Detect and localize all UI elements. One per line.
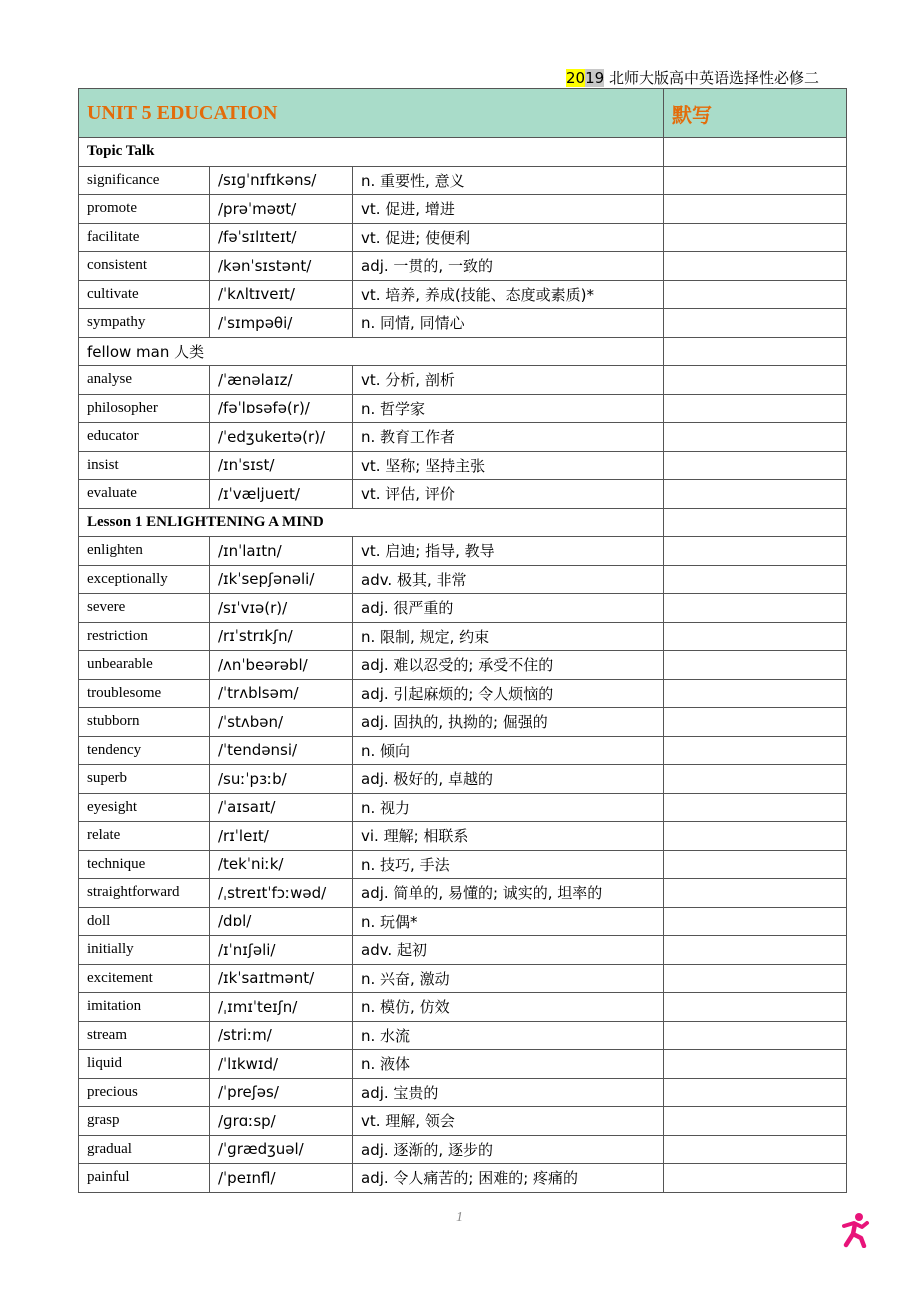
meaning-cell: n. 倾向 — [353, 736, 664, 765]
meaning-cell: n. 玩偶* — [353, 907, 664, 936]
word-cell: precious — [79, 1078, 210, 1107]
word-cell: excitement — [79, 964, 210, 993]
meaning-cell: adj. 很严重的 — [353, 594, 664, 623]
phonetic-cell: /ˌɪmɪˈteɪʃn/ — [210, 993, 353, 1022]
meaning-cell: vt. 培养, 养成(技能、态度或素质)* — [353, 280, 664, 309]
meaning-cell: n. 水流 — [353, 1021, 664, 1050]
phonetic-cell: /ˌstreɪtˈfɔːwəd/ — [210, 879, 353, 908]
phonetic-cell: /sɪɡˈnɪfɪkəns/ — [210, 166, 353, 195]
word-row — [79, 537, 847, 566]
meaning-cell: adj. 宝贵的 — [353, 1078, 664, 1107]
dictation-cell[interactable] — [664, 1050, 847, 1079]
word-cell: cultivate — [79, 280, 210, 309]
word-row — [79, 252, 847, 281]
dictation-cell[interactable] — [664, 907, 847, 936]
word-cell: straightforward — [79, 879, 210, 908]
meaning-cell: n. 视力 — [353, 793, 664, 822]
header-year-part-a: 20 — [566, 69, 586, 87]
meaning-cell: adv. 极其, 非常 — [353, 565, 664, 594]
header-title: 北师大版高中英语选择性必修二 — [604, 69, 819, 87]
dictation-cell[interactable] — [664, 423, 847, 452]
meaning-cell: adj. 难以忍受的; 承受不住的 — [353, 651, 664, 680]
word-row — [79, 1021, 847, 1050]
word-cell: insist — [79, 451, 210, 480]
word-row — [79, 1050, 847, 1079]
word-row — [79, 166, 847, 195]
word-row — [79, 736, 847, 765]
word-cell: philosopher — [79, 394, 210, 423]
phonetic-cell: /ˈpeɪnfl/ — [210, 1164, 353, 1193]
meaning-cell: n. 模仿, 仿效 — [353, 993, 664, 1022]
phonetic-cell: /striːm/ — [210, 1021, 353, 1050]
dictation-cell[interactable] — [664, 309, 847, 338]
word-row — [79, 879, 847, 908]
meaning-cell: adj. 一贯的, 一致的 — [353, 252, 664, 281]
dictation-cell[interactable] — [664, 708, 847, 737]
document-header — [566, 67, 819, 88]
phonetic-cell: /suːˈpɜːb/ — [210, 765, 353, 794]
word-cell: significance — [79, 166, 210, 195]
phonetic-cell: /fəˈsɪlɪteɪt/ — [210, 223, 353, 252]
word-cell: restriction — [79, 622, 210, 651]
section-row — [79, 508, 847, 537]
word-cell: enlighten — [79, 537, 210, 566]
phonetic-cell: /ɪˈnɪʃəli/ — [210, 936, 353, 965]
dictation-cell[interactable] — [664, 252, 847, 281]
word-cell: doll — [79, 907, 210, 936]
meaning-cell: vt. 启迪; 指导, 教导 — [353, 537, 664, 566]
meaning-cell: vt. 促进, 增进 — [353, 195, 664, 224]
phonetic-cell: /fəˈlɒsəfə(r)/ — [210, 394, 353, 423]
word-cell: troublesome — [79, 679, 210, 708]
unit-title: UNIT 5 EDUCATION — [87, 101, 278, 124]
meaning-cell: adj. 简单的, 易懂的; 诚实的, 坦率的 — [353, 879, 664, 908]
word-cell: superb — [79, 765, 210, 794]
meaning-cell: adj. 引起麻烦的; 令人烦恼的 — [353, 679, 664, 708]
dictation-cell[interactable] — [664, 337, 847, 366]
word-cell: liquid — [79, 1050, 210, 1079]
word-cell: stubborn — [79, 708, 210, 737]
word-cell: imitation — [79, 993, 210, 1022]
dictation-cell[interactable] — [664, 822, 847, 851]
unit-title-cell — [79, 89, 664, 138]
word-row — [79, 309, 847, 338]
header-year-part-b: 19 — [585, 69, 605, 87]
phonetic-cell: /ɪnˈlaɪtn/ — [210, 537, 353, 566]
word-row — [79, 195, 847, 224]
word-cell: evaluate — [79, 480, 210, 509]
meaning-cell: vt. 理解, 领会 — [353, 1107, 664, 1136]
meaning-cell: adj. 极好的, 卓越的 — [353, 765, 664, 794]
dictation-cell[interactable] — [664, 993, 847, 1022]
phonetic-cell: /kənˈsɪstənt/ — [210, 252, 353, 281]
word-row — [79, 423, 847, 452]
dictation-cell[interactable] — [664, 223, 847, 252]
word-cell: eyesight — [79, 793, 210, 822]
phonetic-cell: /ˈsɪmpəθi/ — [210, 309, 353, 338]
meaning-cell: n. 哲学家 — [353, 394, 664, 423]
dictation-cell[interactable] — [664, 850, 847, 879]
meaning-cell: adj. 固执的, 执拗的; 倔强的 — [353, 708, 664, 737]
dictation-cell[interactable] — [664, 1107, 847, 1136]
word-row — [79, 1107, 847, 1136]
meaning-cell: vt. 评估, 评价 — [353, 480, 664, 509]
dictation-cell[interactable] — [664, 166, 847, 195]
phonetic-cell: /ˈtrʌblsəm/ — [210, 679, 353, 708]
phonetic-cell: /tekˈniːk/ — [210, 850, 353, 879]
dictation-cell[interactable] — [664, 1135, 847, 1164]
phrase-row — [79, 337, 847, 366]
word-row — [79, 679, 847, 708]
dictation-cell[interactable] — [664, 936, 847, 965]
dictation-cell[interactable] — [664, 394, 847, 423]
word-row — [79, 366, 847, 395]
word-cell: sympathy — [79, 309, 210, 338]
phonetic-cell: /ˈænəlaɪz/ — [210, 366, 353, 395]
meaning-cell: adj. 逐渐的, 逐步的 — [353, 1135, 664, 1164]
phonetic-cell: /dɒl/ — [210, 907, 353, 936]
phonetic-cell: /ˈpreʃəs/ — [210, 1078, 353, 1107]
word-row — [79, 822, 847, 851]
word-cell: analyse — [79, 366, 210, 395]
phonetic-cell: /ˈstʌbən/ — [210, 708, 353, 737]
meaning-cell: n. 重要性, 意义 — [353, 166, 664, 195]
meaning-cell: n. 同情, 同情心 — [353, 309, 664, 338]
word-row — [79, 964, 847, 993]
word-cell: technique — [79, 850, 210, 879]
word-cell: educator — [79, 423, 210, 452]
dictation-cell[interactable] — [664, 679, 847, 708]
dictation-cell[interactable] — [664, 765, 847, 794]
word-cell: unbearable — [79, 651, 210, 680]
word-cell: initially — [79, 936, 210, 965]
word-row — [79, 793, 847, 822]
dictation-cell[interactable] — [664, 594, 847, 623]
dictation-header-cell — [664, 89, 847, 138]
phonetic-cell: /ˈkʌltɪveɪt/ — [210, 280, 353, 309]
word-row — [79, 394, 847, 423]
dictation-cell[interactable] — [664, 736, 847, 765]
dictation-cell[interactable] — [664, 195, 847, 224]
meaning-cell: n. 技巧, 手法 — [353, 850, 664, 879]
vocabulary-table — [78, 88, 847, 1193]
table-title-row — [79, 89, 847, 138]
dictation-cell[interactable] — [664, 138, 847, 167]
word-row — [79, 223, 847, 252]
dictation-cell[interactable] — [664, 622, 847, 651]
dictation-cell[interactable] — [664, 537, 847, 566]
word-cell: severe — [79, 594, 210, 623]
dictation-cell[interactable] — [664, 964, 847, 993]
word-cell: painful — [79, 1164, 210, 1193]
meaning-cell: n. 兴奋, 激动 — [353, 964, 664, 993]
word-row — [79, 280, 847, 309]
phonetic-cell: /ˈɡrædʒuəl/ — [210, 1135, 353, 1164]
word-cell: promote — [79, 195, 210, 224]
page-number: 1 — [456, 1210, 463, 1225]
section-heading: Lesson 1 ENLIGHTENING A MIND — [79, 508, 664, 537]
phonetic-cell: /rɪˈstrɪkʃn/ — [210, 622, 353, 651]
word-row — [79, 594, 847, 623]
dictation-cell[interactable] — [664, 651, 847, 680]
phonetic-cell: /rɪˈleɪt/ — [210, 822, 353, 851]
word-row — [79, 651, 847, 680]
word-row — [79, 765, 847, 794]
dictation-cell[interactable] — [664, 879, 847, 908]
dictation-cell[interactable] — [664, 451, 847, 480]
phonetic-cell: /ˈtendənsi/ — [210, 736, 353, 765]
word-cell: gradual — [79, 1135, 210, 1164]
word-cell: consistent — [79, 252, 210, 281]
meaning-cell: n. 液体 — [353, 1050, 664, 1079]
meaning-cell: vt. 坚称; 坚持主张 — [353, 451, 664, 480]
dictation-label: 默写 — [672, 102, 712, 127]
meaning-cell: n. 教育工作者 — [353, 423, 664, 452]
phonetic-cell: /ɡrɑːsp/ — [210, 1107, 353, 1136]
meaning-cell: vt. 促进; 使便利 — [353, 223, 664, 252]
word-row — [79, 565, 847, 594]
phonetic-cell: /ɪkˈsaɪtmənt/ — [210, 964, 353, 993]
dictation-cell[interactable] — [664, 1164, 847, 1193]
phonetic-cell: /ɪˈvæljueɪt/ — [210, 480, 353, 509]
phonetic-cell: /ˈlɪkwɪd/ — [210, 1050, 353, 1079]
dictation-cell[interactable] — [664, 280, 847, 309]
word-row — [79, 1164, 847, 1193]
meaning-cell: n. 限制, 规定, 约束 — [353, 622, 664, 651]
phonetic-cell: /ɪkˈsepʃənəli/ — [210, 565, 353, 594]
meaning-cell: vt. 分析, 剖析 — [353, 366, 664, 395]
meaning-cell: vi. 理解; 相联系 — [353, 822, 664, 851]
phonetic-cell: /ˈedʒukeɪtə(r)/ — [210, 423, 353, 452]
word-cell: exceptionally — [79, 565, 210, 594]
phonetic-cell: /prəˈməʊt/ — [210, 195, 353, 224]
word-row — [79, 1135, 847, 1164]
word-row — [79, 936, 847, 965]
phonetic-cell: /ʌnˈbeərəbl/ — [210, 651, 353, 680]
running-figure-icon — [840, 1212, 870, 1253]
section-row — [79, 138, 847, 167]
word-row — [79, 850, 847, 879]
phrase-text: fellow man 人类 — [79, 337, 664, 366]
word-cell: tendency — [79, 736, 210, 765]
section-heading: Topic Talk — [79, 138, 664, 167]
word-row — [79, 993, 847, 1022]
dictation-cell[interactable] — [664, 1078, 847, 1107]
word-row — [79, 622, 847, 651]
phonetic-cell: /sɪˈvɪə(r)/ — [210, 594, 353, 623]
dictation-cell[interactable] — [664, 366, 847, 395]
dictation-cell[interactable] — [664, 565, 847, 594]
word-cell: facilitate — [79, 223, 210, 252]
word-row — [79, 1078, 847, 1107]
meaning-cell: adj. 令人痛苦的; 困难的; 疼痛的 — [353, 1164, 664, 1193]
word-row — [79, 907, 847, 936]
word-cell: relate — [79, 822, 210, 851]
word-row — [79, 451, 847, 480]
phonetic-cell: /ɪnˈsɪst/ — [210, 451, 353, 480]
dictation-cell[interactable] — [664, 480, 847, 509]
dictation-cell[interactable] — [664, 508, 847, 537]
phonetic-cell: /ˈaɪsaɪt/ — [210, 793, 353, 822]
word-cell: stream — [79, 1021, 210, 1050]
dictation-cell[interactable] — [664, 1021, 847, 1050]
dictation-cell[interactable] — [664, 793, 847, 822]
word-cell: grasp — [79, 1107, 210, 1136]
meaning-cell: adv. 起初 — [353, 936, 664, 965]
word-row — [79, 480, 847, 509]
word-row — [79, 708, 847, 737]
